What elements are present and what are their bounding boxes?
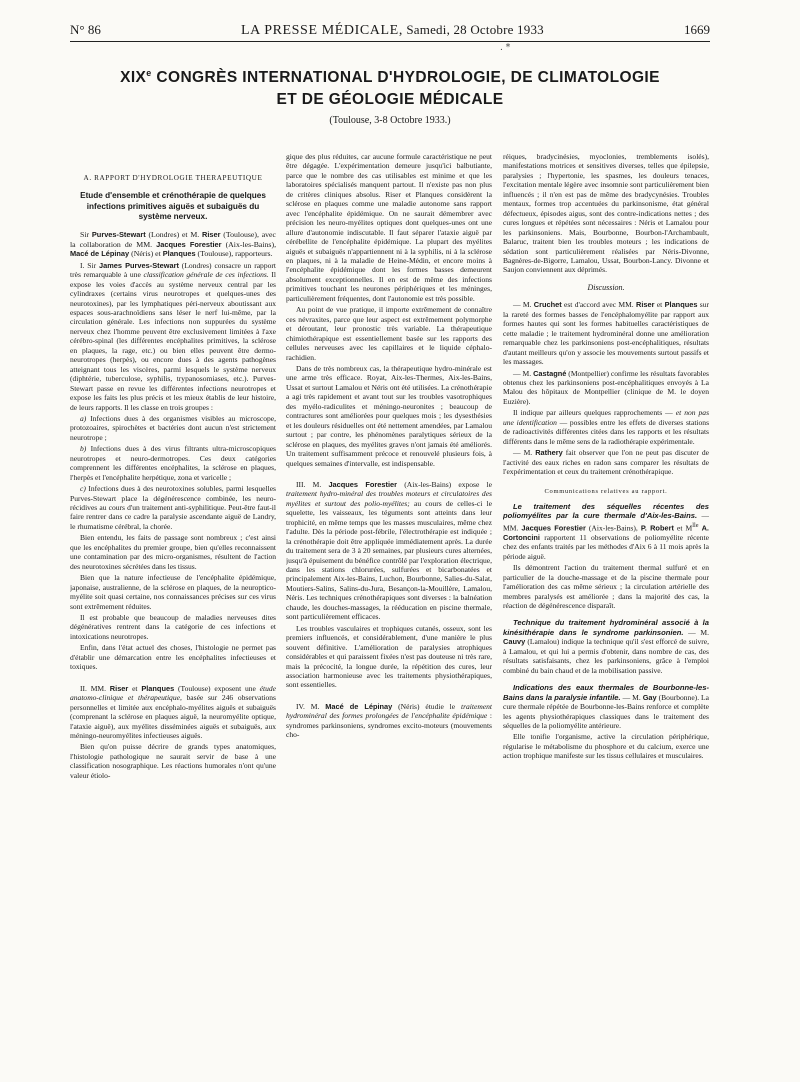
italic-text: traitement hydro-minéral des troubles moteurs et circulatoires des myélites et surtout des polio-myélites;	[286, 489, 492, 508]
paragraph: Il est probable que beaucoup de maladies nerveuses dites dégénératives rentrent dans la catégorie de ces infections et intoxications neurotropes.	[70, 613, 276, 641]
italic-text: et non pas une identification	[503, 408, 709, 427]
paragraph	[503, 300, 709, 366]
text: fait observer que l'on ne peut pas discuter de l'activité des eaux riches en radon sans comparer les résultats de l'expérimentation et ceux du traitement crénothérapique.	[503, 448, 709, 477]
report-authors	[70, 230, 276, 258]
communication-title: Indications des eaux thermales de Bourbonne-les-Bains dans la paralysie infantile.	[503, 683, 709, 702]
text: II. MM.	[80, 683, 110, 693]
spacer	[286, 470, 492, 480]
text: (Londres) consacre un rapport très remarquable à une	[70, 260, 276, 280]
paragraph	[503, 683, 709, 730]
author-name: Cauvy	[503, 637, 526, 647]
text: — possibles entre les effets de diverses stations de radioactivités différentes citées dans les rapports et les résultats différents dans le même sens de la radiothérapie expérimentale.	[503, 417, 709, 446]
text: sur la rareté des formes basses de l'encéphalomyélite par rapport aux formes hautes qui sont les formes habituelles caractéristiques de cette maladie ; le traitement hydrominéral donne une amélioration remarquable chez les parkinsoniens post-encéphalitiques, résultats d'autant meilleurs qu'on y associe les mouvements surtout passifs et les massages.	[503, 300, 709, 367]
author-name: A. Cortoncini	[503, 523, 709, 542]
issue-number: N° 86	[70, 22, 101, 37]
list-marker: a)	[80, 413, 87, 423]
text: (Aix-les-Bains),	[221, 239, 276, 249]
author-name: Macé de Lépinay	[325, 701, 393, 711]
spacer	[70, 674, 276, 684]
header-rule	[70, 41, 710, 42]
author-name: Castagné	[533, 368, 567, 378]
paragraph	[70, 414, 276, 442]
paragraph: réiques, bradycinésies, myoclonies, tremblements isolés), manifestations motrices et sensitives diverses, telles que épilepsie, paralysies ; l'hypertonie, les spasmes, les douleurs tenaces, l'excitation mentale légère avec insomnie sont particulièrement bien influencés ; il n'en est pas de même des bradycynésies. Troubles mentaux, formes trop accentuées du parkinsonisme, état général défectueux, épisodes aigus, sont des contre-indications nettes ; des cures longues et répétées sont nécessaires : Néris et Lamalou pour les parkinsoniens. Mais, Bourbonne, Bourbon-l'Archambault, Balaruc, traitent bien les troubles moteurs ; les indications de sédation sont particulièrement réalisées par Néris-Divonne, Bagnères-de-Bigorre, Lamalou, Ussat, Bourbon-Lancy. Divonne et Saujon conviennent aux déprimés.	[503, 152, 709, 275]
author-name: Jacques Forestier	[156, 239, 222, 249]
text: (Londres) et M.	[145, 230, 203, 240]
text: (Toulouse), rapporteurs.	[195, 249, 273, 259]
author-name: Rathery	[535, 448, 563, 458]
column-2	[286, 152, 492, 1057]
paragraph: Bien que la nature infectieuse de l'encéphalite épidémique, japonaise, australienne, de la sclérose en plaques, de la neuroptico-myélite soit quasi certaine, nos connaissances précises sur ces virus sont extrêmement réduites.	[70, 573, 276, 611]
text: — M.	[620, 692, 643, 702]
text: I. Sir	[80, 260, 100, 270]
paragraph: Dans de très nombreux cas, la thérapeutique hydro-minérale est une arme très efficace. Royat, Aix-les-Thermes, Aix-les-Bains, Ussat et surtout Lamalou et Néris ont été utilisées. La crénothérapie a agi très rapidement et avant tout sur les troubles vasotrophiques des myélo-radiculites et méningo-neuronites ; beaucoup de contractures sont améliorées pour quelques mois ; les dysesthésies et les douleurs résiduelles ont été nettement amendées, par Lamalou surtout ; par contre, les phénomènes paralytiques sérieux de la sclérose en plaques, des myélites graves n'ont jamais été améliorés. Un traitement suffisamment précoce et renouvelé plusieurs fois, à quelques semaines d'intervalle, est indispensable.	[286, 363, 492, 468]
italic-text: classification générale de ces infections.	[143, 270, 269, 280]
issue-date: Samedi, 28 Octobre 1933	[406, 22, 544, 37]
text: — M.	[513, 448, 536, 458]
author-name: Planques	[141, 683, 175, 693]
congress-title-line2: ET DE GÉOLOGIE MÉDICALE	[276, 91, 504, 109]
author-name: James Purves-Stewart	[99, 260, 179, 270]
text: Sir	[80, 230, 92, 240]
paragraph: Enfin, dans l'état actuel des choses, l'histologie ne permet pas d'établir une démarcation entre les encéphalites infectieuses et toxiques.	[70, 643, 276, 672]
text: (Néris) étudie le	[392, 701, 461, 711]
paragraph	[70, 444, 276, 482]
text: IV. M.	[296, 701, 326, 711]
author-name: Planques	[664, 300, 698, 310]
text: au cours de celles-ci le squelette, les vaisseaux, les téguments sont atteints dans leur trophicité, en même temps que les masses musculaires, même chez l'adulte. Dès la période post-fébrile, l'électrothérapie est indiquée ; la crénothérapie doit être appliquée immédiatement après. La durée du traitement sera de 3 à 20 semaines, par plusieurs cures alternées, jusqu'à épuisement du bénéfice contrôlé par l'exploration électrique, dans les stations chlorurées, sulfurées et bicarbonatées et principalement Aix-les-Bains, Luchon, Bourbonne, Salies-du-Salat, Moutiers-Salins, Salins-du-Jura, Besançon-la-Mouillère, Lamalou, Néris. Les techniques crénothérapiques sont diverses : la balnéation chaude, les douches-massages, la rééducation en piscine thermale, sont particulièrement efficaces.	[286, 498, 492, 622]
italic-text: traitement hydrominéral des formes prolongées de l'encéphalite épidémique	[286, 701, 492, 721]
paragraph	[503, 408, 709, 446]
paragraph	[503, 369, 709, 407]
roman-numeral: XIX	[120, 69, 147, 87]
author-name: P. Robert	[640, 523, 674, 533]
text: rapportent 11 observations de poliomyélite récente chez des enfants traités par les méthodes d'Aix 6 à 11 mois après la période aiguë.	[503, 532, 709, 561]
text: Il indique par ailleurs quelques rapprochements —	[513, 408, 676, 418]
text: III. M.	[296, 479, 329, 489]
text: basée sur 246 observations personnelles et limitée aux encéphalo-myélites aiguës et subaiguës (comprenant la sclérose en plaques aiguë, la neuromyélite optique, l'ataxie aiguë), aux myélites disséminées aiguës et subaiguës, aux méningo-neuromyélites infectieuses aiguës.	[70, 693, 276, 740]
text: (Montpellier) confirme les résultats favorables obtenus chez les parkinsoniens post-encéphalitiques envoyés à La Malou des hôpitaux de Montpellier (clinique de M. le doyen Euzière).	[503, 368, 709, 406]
text: (Aix-les-Bains) expose le	[397, 479, 492, 489]
author-name: Planques	[162, 249, 196, 259]
paragraph	[286, 480, 492, 622]
paragraph	[503, 618, 709, 675]
text: — MM.	[503, 511, 709, 533]
paragraph: Au point de vue pratique, il importe extrêmement de connaître ces névraxites, parce que leur aspect est extrêmement polymorphe et déroutant, leur pronostic très variable. La thérapeutique chimiothérapique est essentiellement basée sur les rapports des cellules nerveuses avec les capillaires et le liquide céphalo-rachidien.	[286, 305, 492, 362]
paragraph: Bien qu'on puisse décrire de grands types anatomiques, l'histologie pathologique ne saurait servir de base à une classification nosographique. Les réactions humorales n'ont qu'une valeur étiolo-	[70, 742, 276, 780]
section-heading: A. RAPPORT D'HYDROLOGIE THERAPEUTIQUE	[83, 174, 263, 182]
page-header	[70, 22, 710, 38]
paragraph: Ils démontrent l'action du traitement thermal sulfuré et en particulier de la douche-massage et de la piscine thermale pour l'amélioration des cas même sérieux ; la circulation artérielle des membres paralysés est améliorée ; dans la majorité des cas, la réaction de dégénérescence disparaît.	[503, 563, 709, 610]
text: (Toulouse) exposent une	[174, 683, 260, 693]
text: et	[654, 300, 665, 310]
communications-heading: Communications relatives au rapport.	[544, 487, 668, 495]
spacer	[286, 692, 492, 702]
paragraph: Les troubles vasculaires et trophiques cutanés, osseux, sont les premiers influencés, et considérablement, d'une manière le plus souvent définitive. L'amélioration de paralysies atrophiques considérables et qui paraissent fixées n'est pas douteuse ni très rare, mais la précocité, la longue durée, la répétition des cures, leur association harmonieuse avec les traitements physiothérapiques, sont essentielles.	[286, 623, 492, 690]
text: (Aix-les-Bains),	[585, 523, 641, 533]
paragraph: Elle tonifie l'organisme, active la circulation périphérique, régularise le métabolisme du phosphore et du calcium, exerce une action trophique manifeste sur les tissus cellulaires et musculaires.	[503, 732, 709, 761]
list-marker: c)	[80, 484, 86, 494]
text: Infections dues à des neurotoxines solubles, parmi lesquelles Purves-Stewart place la dégénérescence combinée, les neuro-récidives au cours d'un traitement anti-syphilitique. Peut-être faut-il faire rentrer dans ce cadre la paralysie ascendante aiguë de Landry, le rhumatisme cérébral, la chorée.	[70, 484, 276, 531]
page-number: 1669	[684, 22, 710, 37]
text: Infections dues à des organismes visibles au microscope, protozoaires, spirochètes et bactéries dont aucun n'est strictement neurotrope ;	[70, 413, 276, 442]
author-name: Gay	[642, 692, 657, 702]
paragraph	[503, 502, 709, 561]
paragraph	[503, 448, 709, 476]
communication-title: Technique du traitement hydrominéral associé à la kinésithérapie dans le syndrome parkinsonien.	[503, 618, 709, 637]
author-name: Cruchet	[533, 300, 562, 310]
paragraph	[70, 261, 276, 412]
article-title-block	[70, 62, 710, 126]
author-name: Riser	[636, 300, 655, 310]
print-mark: . *	[500, 43, 511, 53]
text: — M.	[513, 368, 534, 378]
italic-text: étude anatomo-clinique et thérapeutique,	[70, 683, 276, 703]
column-3	[503, 152, 709, 1057]
paragraph: Bien entendu, les faits de passage sont nombreux ; c'est ainsi que les encéphalites du premier groupe, bien qu'elles reconnaissent une contamination par des micro-organismes, résultent de l'action des neurotoxines sécrétées dans les tissus.	[70, 533, 276, 571]
author-name: Riser	[109, 683, 129, 693]
text: (Néris) et	[129, 249, 163, 259]
paragraph	[70, 484, 276, 531]
author-name: Jacques Forestier	[521, 523, 586, 533]
congress-subtitle: (Toulouse, 3-8 Octobre 1933.)	[329, 115, 451, 127]
text: et	[128, 683, 142, 693]
author-name: Jacques Forestier	[328, 479, 398, 489]
title-text: CONGRÈS INTERNATIONAL D'HYDROLOGIE, DE CLIMATOLOGIE	[151, 69, 660, 87]
paragraph	[70, 684, 276, 741]
text: (Lamalou) indique la technique qu'il s'est efforcé de suivre, à Lamalou, et qui lui a permis d'obtenir, dans nombre de cas, des résultats satisfaisants, chez les parkinsoniens, grâce à l'emploi combiné du bain chaud et de la mobilisation passive.	[503, 637, 709, 675]
text: Infections dues à des virus filtrants ultra-microscopiques neurotropes et neuro-dermotropes. Ces deux catégories comprennent les différentes encéphalites, la sclérose en plaques, l'herpès et l'encéphalite herpétique, zona et varicelle ;	[70, 444, 276, 482]
paragraph: gique des plus réduites, car aucune formule caractéristique ne peut être dégagée. L'expérimentation demeure jusqu'ici balbutiante, parce que le nombre des cas utilisables est minime et que les laboratoires spécialisés manquent partout. Il n'existe pas non plus de critères cliniques absolus. Riser et Planques considèrent la sclérose en plaques comme une maladie autonome sans rapport avec l'encéphalite épidémique. On ne saurait démembrer avec précision les neuro-myélites optiques dont quelques-unes ont une allure d'autonomie indiscutable. Il faut séparer l'ataxie aiguë par cérébellite de l'encéphalite épidémique. La plupart des myélites aiguës et subaiguës n'appartiennent ni à la syphilis, ni à la sclérose en plaques, ni à la maladie de Heine-Médin, et encore moins à l'encéphalite épidémique dont les formes basses demeurent absolument exceptionnelles. Il en est de même des infections primitives touchant les neurones périphériques et les méninges, particulièrement fréquentes, dont l'autonomie est très possible.	[286, 152, 492, 303]
superscript: lle	[692, 521, 699, 529]
text: Il expose les voies d'accès au système nerveux central par les cylindraxes (certains virus neurotropes et quelques-unes des neurotoxines), par les lymphatiques péri-nerveux aboutissant aux espaces sous-arachnoïdiens sans léser le nerf lui-même, par la circulation générale. Les infections non suppurées du système nerveux chez l'homme peuvent être exclusivement limitées à l'axe cérébro-spinal (les différentes encéphalites primitives, la sclérose en plaques, la rage, etc.) ou bien elles peuvent être dermo-neurotropes (herpès), ou encore dues à des agents pathogènes atteignant tous les viscères, parmi lesquels le système nerveux (diphtérie, tuberculose, syphilis, trypanosomiases, etc.). Purves-Stewart passe en revue les différentes infections neurotropes et expose les faits les plus précis et les mieux établis de leur histoire, de leurs rapports. Il les classe en trois groupes :	[70, 270, 276, 412]
author-name: Macé de Lépinay	[70, 249, 130, 259]
text: est d'accord avec MM.	[561, 300, 637, 310]
text: (Bourbonne). La cure thermale répétée de Bourbonne-les-Bains renforce et complète les agents physiothérapiques classiques dans le traitement des séquelles de la poliomyélite antérieure.	[503, 692, 709, 730]
discussion-heading: Discussion.	[587, 282, 625, 292]
author-name: Riser	[202, 230, 221, 240]
journal-name: LA PRESSE MÉDICALE,	[241, 23, 403, 38]
communication-title: Le traitement des séquelles récentes des poliomyélites par la cure thermale d'Aix-les-Bains.	[503, 501, 709, 521]
text: — M.	[683, 627, 709, 637]
text: : syndromes parkinsoniens, syndromes excito-moteurs (mouvements cho-	[286, 711, 492, 740]
header-title	[241, 22, 544, 39]
author-name: Purves-Stewart	[91, 230, 146, 240]
column-1	[70, 168, 276, 1057]
paragraph	[286, 702, 492, 740]
text: — M.	[513, 300, 534, 310]
ordinal-sup: e	[146, 68, 152, 78]
text: (Toulouse), avec la collaboration de MM.	[70, 230, 276, 249]
congress-title-line1	[70, 62, 710, 89]
report-title: Etude d'ensemble et crénothérapie de quelques infections primitives aiguës et subaiguës du système nerveux.	[80, 191, 266, 222]
text: et M	[673, 523, 693, 533]
list-marker: b)	[80, 444, 87, 454]
